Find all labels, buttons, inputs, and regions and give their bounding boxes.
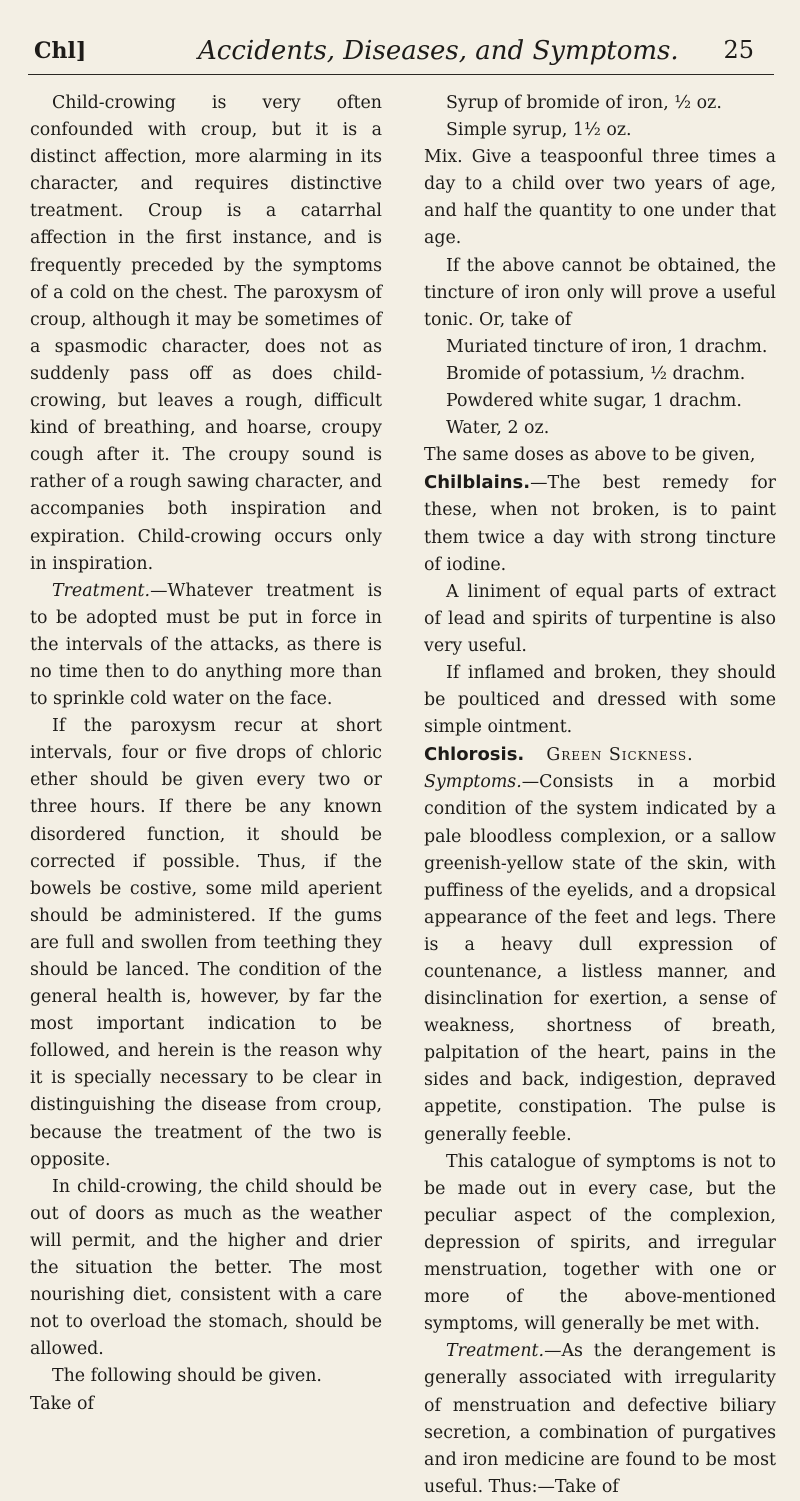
header-rule bbox=[28, 74, 774, 75]
prescription-line: Powdered white sugar, 1 drachm. bbox=[446, 391, 742, 412]
paragraph-text: —Whatever treatment is to be adopted must be put in force in the intervals of the attacks, as there is no time then to do anything more than to sprinkle cold water on the face. bbox=[30, 580, 382, 710]
paragraph: In child-crowing, the child should be out of doors as much as the weather will permit, and the higher and drier the situation the better. The most nourishing diet, consistent with a care not to overload the stomach, should be allowed. bbox=[30, 1176, 382, 1360]
paragraph bbox=[424, 1338, 776, 1501]
running-header bbox=[28, 30, 774, 70]
paragraph-text: —Consists in a morbid condition of the system indicated by a pale bloodless complexion, or a sallow greenish-yellow state of the skin, with puffiness of the eyelids, and a dropsical appearance of the feet and legs. There is a heavy dull expression of countenance, a listless manner, and disinclination for exertion, a sense of weakness, shortness of breath, palpitation of the heart, pains in the sides and back, indigestion, depraved appetite, constipation. The pulse is generally feeble. bbox=[424, 772, 776, 1145]
prescription-line: Muriated tincture of iron, 1 drachm. bbox=[446, 336, 768, 357]
section-label: Treatment. bbox=[446, 1341, 545, 1362]
paragraph bbox=[30, 578, 382, 713]
prescription-line: Syrup of bromide of iron, ½ oz. bbox=[446, 93, 722, 113]
section-heading-line bbox=[424, 741, 776, 769]
prescription-line: Bromide of potassium, ½ drachm. bbox=[446, 363, 746, 384]
chapter-marker: Chl] bbox=[34, 38, 87, 64]
paragraph: If inflamed and broken, they should be poulticed and dressed with some simple ointment. bbox=[424, 662, 776, 738]
page-number: 25 bbox=[723, 36, 754, 64]
paragraph-text: —The best remedy for these, when not broken, is to paint them twice a day with strong tincture of iodine. bbox=[424, 473, 776, 575]
two-column-body bbox=[30, 90, 776, 1501]
paragraph: This catalogue of symptoms is not to be made out in every case, but the peculiar aspect of the complexion, depression of spirits, and irregular menstruation, together with one or more of the above-mentioned symptoms, will generally be met with. bbox=[424, 1151, 776, 1335]
paragraph-text: —As the derangement is generally associated with irregularity of menstruation and defective biliary secretion, a combination of purgatives and iron medicine are found to be most useful. Thus:—Take of bbox=[424, 1341, 776, 1497]
paragraph: The same doses as above to be given, bbox=[424, 445, 756, 466]
section-label: Treatment. bbox=[52, 580, 151, 601]
left-column bbox=[30, 90, 382, 1501]
section-subheading: Green Sickness. bbox=[546, 745, 694, 766]
right-column bbox=[424, 90, 776, 1501]
prescription-line: Simple syrup, 1½ oz. bbox=[446, 120, 632, 141]
paragraph: If the paroxysm recur at short intervals, four or five drops of chloric ether should be given every two or three hours. If there be any known disordered function, it should be corrected if possible. Thus, if the bowels be costive, some mild aperient should be administered. If the gums are full and swollen from teething they should be lanced. The condition of the general health is, however, by far the most important indication to be followed, and herein is the reason why it is specially necessary to be clear in distinguishing the disease from croup, because the treatment of the two is opposite. bbox=[30, 716, 382, 1170]
paragraph bbox=[424, 769, 776, 1148]
running-title: Accidents, Diseases, and Symptoms. bbox=[198, 36, 679, 66]
paragraph bbox=[424, 469, 776, 578]
section-heading: Chlorosis. bbox=[424, 744, 525, 766]
section-heading: Chilblains. bbox=[424, 472, 531, 494]
section-label: Symptoms. bbox=[424, 772, 522, 793]
paragraph: A liniment of equal parts of extract of lead and spirits of turpentine is also very useful. bbox=[424, 581, 776, 656]
paragraph: Child-crowing is very often confounded with croup, but it is a distinct affection, more alarming in its character, and requires distinctive treatment. Croup is a catarrhal affection in the first instance, and is frequently preceded by the symptoms of a cold on the chest. The paroxysm of croup, although it may be sometimes of a spasmodic character, does not as suddenly pass off as does child-crowing, but leaves a rough, difficult kind of breathing, and hoarse, croupy cough after it. The croupy sound is rather of a rough sawing character, and accompanies both inspiration and expiration. Child-crowing occurs only in inspiration. bbox=[30, 93, 382, 574]
paragraph: If the above cannot be obtained, the tincture of iron only will prove a useful tonic. Or, take of bbox=[424, 255, 776, 330]
paragraph: The following should be given. bbox=[52, 1366, 322, 1387]
paragraph: Mix. Give a teaspoonful three times a day to a child over two years of age, and half the quantity to one under that age. bbox=[424, 147, 776, 249]
prescription-line: Water, 2 oz. bbox=[446, 418, 550, 439]
paragraph: Take of bbox=[30, 1393, 94, 1414]
